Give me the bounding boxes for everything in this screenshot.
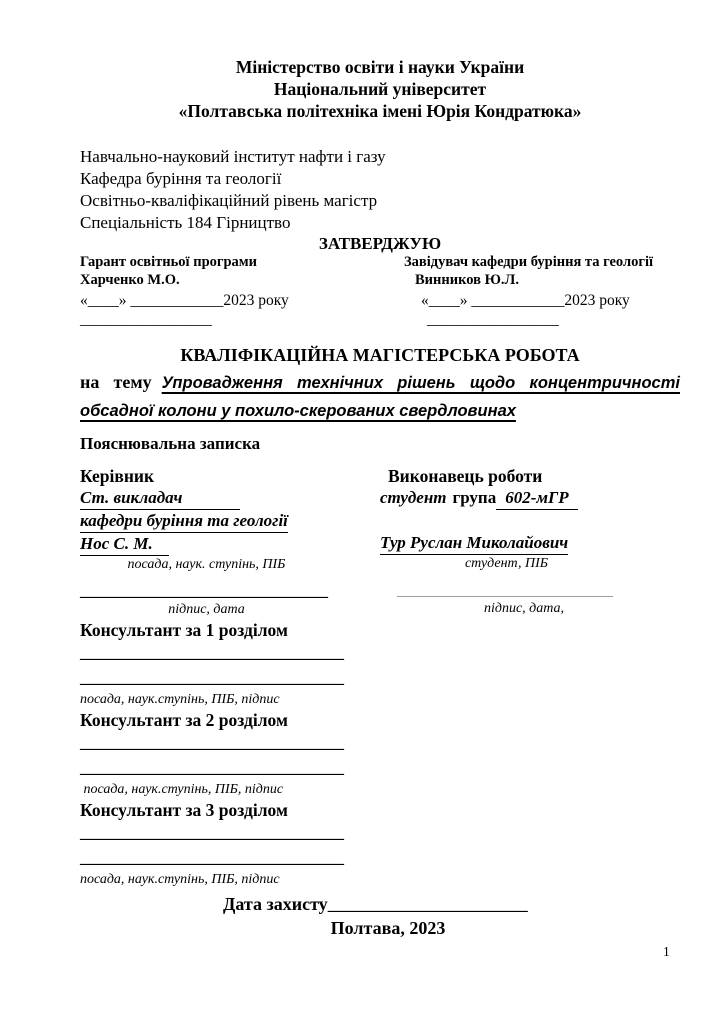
consultant-1-blank-line-2: _________________________________ [80, 670, 344, 687]
consultant-3-blank-line-1: _________________________________ [80, 825, 344, 842]
supervisor-name-line [80, 533, 380, 556]
student-role: студент [380, 488, 447, 507]
consultant-section-1 [80, 619, 680, 707]
consultant-2-blank-line-2: _________________________________ [80, 760, 344, 777]
group-number: 602-мГР [505, 488, 569, 507]
topic-paragraph [80, 369, 680, 425]
student-column [380, 465, 680, 617]
explanatory-note-label: Пояснювальна записка [80, 434, 261, 453]
supervisor-department-line [80, 510, 380, 533]
consultant-2-heading: Консультант за 2 розділом [80, 710, 288, 730]
spacer-line [380, 510, 680, 532]
department-head-signature-line: _________________ [427, 311, 559, 328]
student-name: Тур Руслан Миколайович [380, 532, 568, 555]
specialty-line: Спеціальність 184 Гірництво [80, 213, 291, 232]
department-head-date-blank: «____» ____________2023 року [421, 292, 630, 309]
supervisor-column [80, 465, 380, 617]
approve-left-column [80, 254, 370, 328]
student-group-line [380, 487, 680, 510]
institute-info-block [80, 146, 680, 234]
people-columns [80, 465, 680, 617]
consultant-3-heading: Консультант за 3 розділом [80, 800, 288, 820]
supervisor-heading: Керівник [80, 466, 155, 486]
student-caption: студент, ПІБ [464, 556, 549, 571]
guarantor-name: Харченко М.О. [80, 271, 180, 288]
supervisor-name: Нос С. М. [80, 534, 153, 553]
consultant-3-blank-line-2: _________________________________ [80, 850, 344, 867]
student-signature-caption: підпис, дата, [483, 601, 565, 616]
department-head-role: Завідувач кафедри буріння та геології [404, 254, 653, 270]
consultant-section-2 [80, 709, 680, 797]
ministry-line: Міністерство освіти і науки України [235, 57, 525, 77]
supervisor-signature-line: _______________________________ [80, 583, 328, 600]
consultant-2-caption: посада, наук.ступінь, ПІБ, підпис [80, 782, 284, 797]
education-level-line: Освітньо-кваліфікаційний рівень магістр [80, 191, 378, 210]
consultant-section-3 [80, 799, 680, 887]
consultant-1-heading: Консультант за 1 розділом [80, 620, 288, 640]
supervisor-signature-caption: підпис, дата [168, 602, 245, 617]
page-number: 1 [663, 944, 670, 959]
department-line: Кафедра буріння та геології [80, 169, 282, 188]
student-signature-line: ___________________________ [397, 582, 613, 599]
approve-columns [80, 254, 680, 328]
guarantor-role: Гарант освітньої програми [80, 254, 258, 270]
approve-heading: ЗАТВЕРДЖУЮ [318, 234, 442, 253]
department-head-name: Винников Ю.Л. [415, 271, 519, 288]
institute-line: Навчально-науковий інститут нафти і газу [80, 147, 386, 166]
supervisor-position-line [80, 487, 380, 510]
approve-right-column [404, 254, 680, 328]
consultant-2-blank-line-1: _________________________________ [80, 735, 344, 752]
topic-text: Упровадження технічних рішень щодо концентричності обсадної колони у похило-скерованих свердловинах [80, 374, 680, 420]
supervisor-caption: посада, наук. ступінь, ПІБ [127, 557, 286, 572]
defense-date-blank: _________________________ [327, 897, 528, 914]
student-name-line [380, 532, 680, 555]
work-title: КВАЛІФІКАЦІЙНА МАГІСТЕРСЬКА РОБОТА [180, 345, 580, 365]
consultant-3-caption: посада, наук.ступінь, ПІБ, підпис [80, 872, 280, 887]
consultant-1-caption: посада, наук.ступінь, ПІБ, підпис [80, 692, 280, 707]
ministry-header-block [80, 56, 680, 122]
executor-heading: Виконавець роботи [388, 466, 543, 486]
university-line: Національний університет [273, 79, 487, 99]
defense-date-line [80, 893, 680, 917]
university-name-line: «Полтавська політехніка імені Юрія Кондратюка» [178, 101, 582, 121]
topic-label: на тему [80, 372, 152, 392]
city-year-line: Полтава, 2023 [330, 918, 446, 938]
supervisor-position: Ст. викладач [80, 488, 183, 507]
consultant-1-blank-line-1: _________________________________ [80, 645, 344, 662]
defense-date-label: Дата захисту [223, 894, 328, 914]
guarantor-date-blank: «____» ____________2023 року [80, 292, 289, 309]
group-label: група [452, 488, 497, 507]
supervisor-department: кафедри буріння та геології [80, 510, 288, 533]
guarantor-signature-line: _________________ [80, 311, 212, 328]
